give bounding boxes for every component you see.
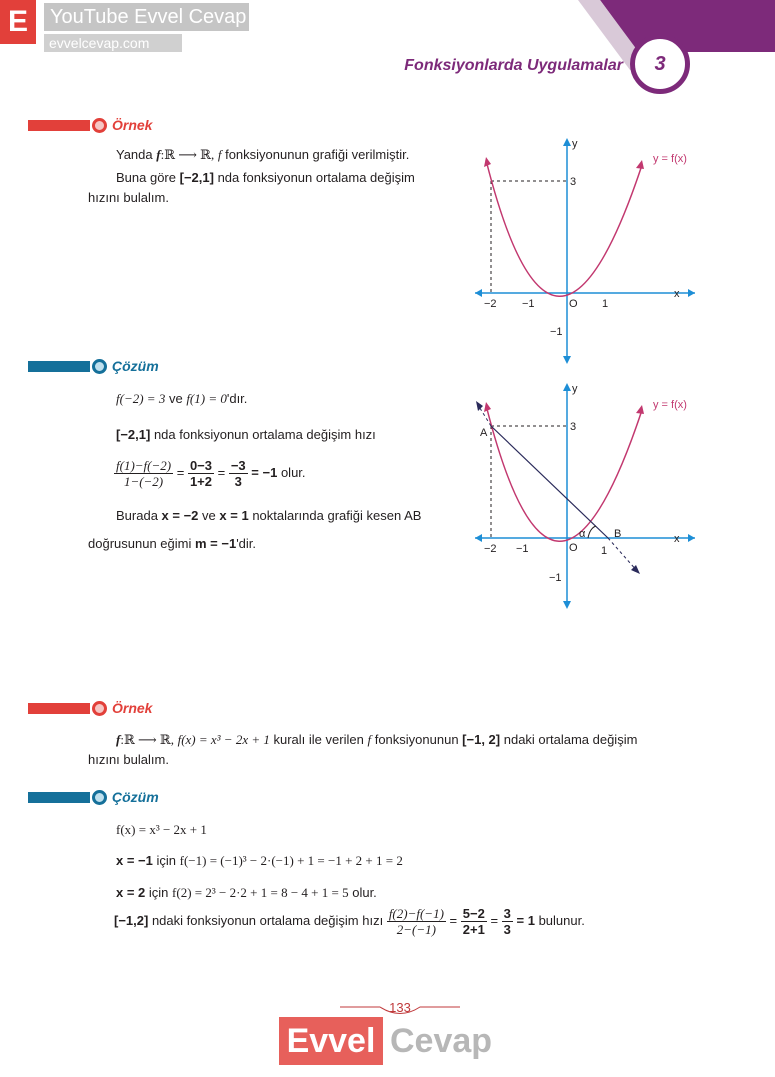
footer-logo-right: Cevap — [390, 1022, 493, 1060]
page-number: 133 — [389, 1000, 411, 1015]
footer-logo-left: Evvel — [279, 1017, 383, 1065]
example2-line2: hızını bulalım. — [88, 752, 169, 767]
graph1-ytick-neg1: −1 — [550, 326, 563, 338]
chapter-title: Fonksiyonlarda Uygulamalar — [404, 57, 623, 74]
solution-heading: Çözüm — [112, 789, 159, 805]
example-heading: Örnek — [112, 117, 153, 133]
graph2-ytick-3: 3 — [570, 421, 577, 433]
solution2-line4: [−1,2] ndaki fonksiyonun ortalama değişim hızı $\frac{f(2)-f(-1)}{2-(-1)}$ = $\frac{5-2}{2+1}$ = $\frac{3}{3}$ = 1 bulunur. — [114, 906, 585, 937]
graph1-tick-1: 1 — [602, 298, 609, 310]
graph1-curve-label: y = f(x) — [653, 153, 687, 165]
solution1-line4: Burada x = −2 ve x = 1 noktalarında grafiği kesen AB — [116, 508, 422, 523]
graph1-x-label: x — [674, 288, 680, 300]
example-bullet-icon — [92, 701, 107, 716]
graph1-tick-neg2: −2 — [484, 298, 497, 310]
solution-bar — [28, 361, 90, 372]
example1-line3: hızını bulalım. — [88, 190, 169, 205]
chapter-number: 3 — [630, 34, 690, 94]
graph1-origin: O — [569, 298, 578, 310]
graph2-ytick-neg1: −1 — [549, 572, 562, 584]
graph2-point-b: B — [614, 528, 622, 540]
solution2-line3: x = 2 için f(2) = 2³ − 2·2 + 1 = 8 − 4 + 1 = 5 olur. — [116, 885, 377, 900]
solution-bullet-icon — [92, 790, 107, 805]
example-bar — [28, 120, 90, 131]
solution1-line5: doğrusunun eğimi m = −1'dir. — [88, 536, 257, 551]
graph2-alpha: α — [579, 528, 586, 540]
example2-line1: f:ℝ ⟶ ℝ, f(x) = x³ − 2x + 1 kuralı ile verilen f fonksiyonunun [−1, 2] ndaki ortalama değişim — [116, 732, 638, 747]
example-heading: Örnek — [112, 700, 153, 716]
solution-bullet-icon — [92, 359, 107, 374]
graph2-origin: O — [569, 542, 578, 554]
graph2-y-label: y — [572, 383, 578, 395]
graph2-point-a: A — [480, 427, 488, 439]
solution-heading: Çözüm — [112, 358, 159, 374]
graph2-tick-1: 1 — [601, 545, 608, 557]
example1-line1: Yanda f:ℝ ⟶ ℝ, f fonksiyonunun grafiği verilmiştir. — [116, 147, 410, 162]
watermark-title: YouTube Evvel Cevap — [44, 3, 249, 31]
example-bar — [28, 703, 90, 714]
solution1-equation: $\frac{f(1)-f(-2)}{1-(-2)}$ = $\frac{0-3}{1+2}$ = $\frac{-3}{3}$ = −1 olur. — [116, 458, 306, 489]
solution2-line1: f(x) = x³ − 2x + 1 — [116, 822, 207, 837]
solution1-line2: [−2,1] nda fonksiyonun ortalama değişim hızı — [116, 427, 376, 442]
graph1-y-label: y — [572, 138, 578, 150]
graph2-curve-label: y = f(x) — [653, 399, 687, 411]
solution2-line2: x = −1 için f(−1) = (−1)³ − 2·(−1) + 1 = −1 + 2 + 1 = 2 — [116, 853, 403, 868]
example1-line2: Buna göre [−2,1] nda fonksiyonun ortalama değişim — [116, 170, 415, 185]
graph2-tick-neg1: −1 — [516, 543, 529, 555]
graph1-ytick-3: 3 — [570, 176, 577, 188]
solution-bar — [28, 792, 90, 803]
graph2-x-label: x — [674, 533, 680, 545]
watermark-url: evvelcevap.com — [44, 34, 182, 52]
logo-badge: E — [0, 0, 36, 44]
example-bullet-icon — [92, 118, 107, 133]
solution1-line1: f(−2) = 3 ve f(1) = 0'dır. — [116, 391, 248, 406]
graph1-tick-neg1: −1 — [522, 298, 535, 310]
graph2-tick-neg2: −2 — [484, 543, 497, 555]
